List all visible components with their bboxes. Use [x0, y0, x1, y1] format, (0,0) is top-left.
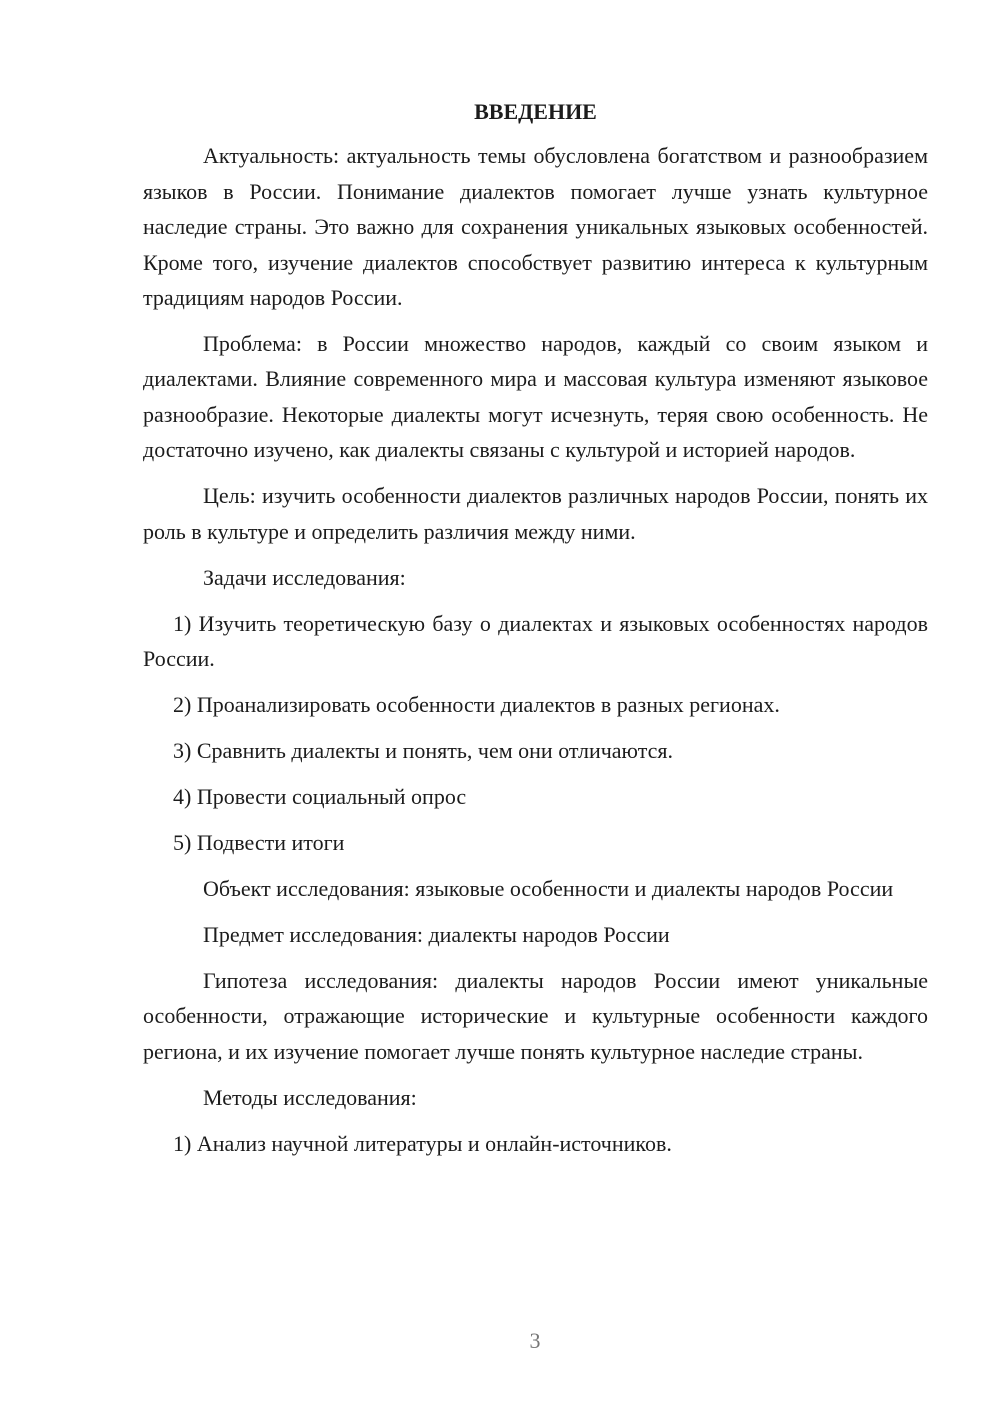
tasks-heading: Задачи исследования: — [203, 564, 406, 590]
relevance-paragraph: Актуальность: актуальность темы обусловлена богатством и разнообразием языков в России. Понимание диалектов помогает лучше узнать культурное наследие страны. Это важно для сохранения уникальных языковых особенностей. Кроме того, изучение диалектов способствует развитию интереса к культурным традициям народов России. — [143, 143, 928, 311]
task-item-4: 4) Провести социальный опрос — [173, 784, 467, 810]
object-paragraph: Объект исследования: языковые особенности и диалекты народов России — [203, 876, 894, 902]
methods-heading: Методы исследования: — [203, 1084, 417, 1110]
goal-paragraph: Цель: изучить особенности диалектов различных народов России, понять их роль в культуре и определить различия между ними. — [143, 483, 928, 544]
hypothesis-paragraph: Гипотеза исследования: диалекты народов России имеют уникальные особенности, отражающие исторические и культурные особенности каждого региона, и их изучение помогает лучше понять культурное наследие страны. — [143, 968, 928, 1064]
task-item-2: 2) Проанализировать особенности диалектов в разных регионах. — [173, 692, 780, 718]
task-item-3: 3) Сравнить диалекты и понять, чем они отличаются. — [173, 738, 673, 764]
task-item-5: 5) Подвести итоги — [173, 830, 345, 856]
subject-paragraph: Предмет исследования: диалекты народов России — [203, 922, 670, 948]
section-title: ВВЕДЕНИЕ — [474, 99, 597, 124]
task-item-1: 1) Изучить теоретическую базу о диалектах и языковых особенностях народов России. — [143, 610, 928, 672]
method-item-1: 1) Анализ научной литературы и онлайн-источников. — [173, 1130, 672, 1156]
page-number: 3 — [529, 1328, 541, 1353]
problem-paragraph: Проблема: в России множество народов, каждый со своим языком и диалектами. Влияние современного мира и массовая культура изменяют языковое разнообразие. Некоторые диалекты могут исчезнуть, теряя свою особенность. Не достаточно изучено, как диалекты связаны с культурой и историей народов. — [143, 331, 928, 463]
page-body — [143, 94, 928, 1172]
